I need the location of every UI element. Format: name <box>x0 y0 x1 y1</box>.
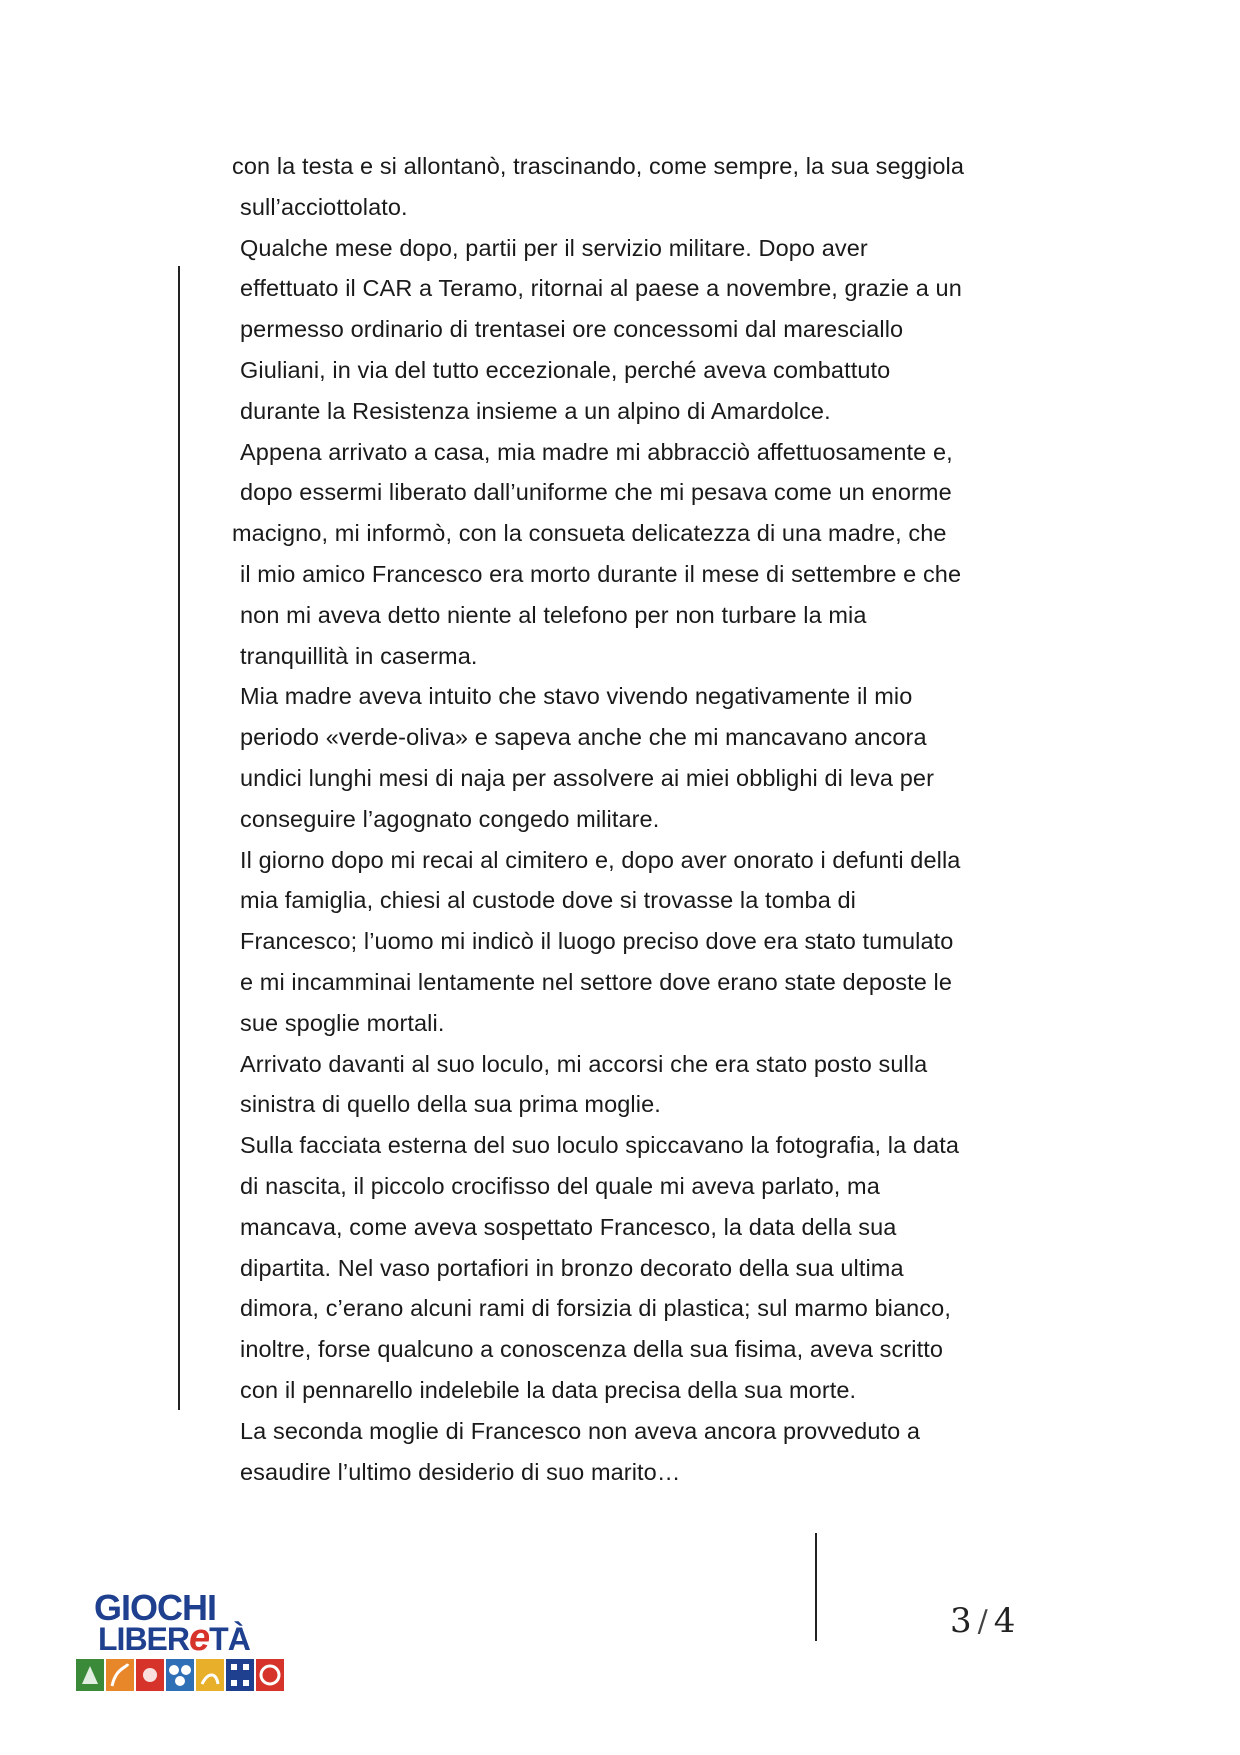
text-line: Il giorno dopo mi recai al cimitero e, dopo aver onorato i defunti della <box>240 846 961 873</box>
text-line: La seconda moglie di Francesco non aveva ancora provveduto a <box>240 1417 921 1444</box>
text-line: il mio amico Francesco era morto durante il mese di settembre e che <box>240 560 962 587</box>
logo-line-1: GIOCHI <box>94 1588 217 1628</box>
logo-e: e <box>189 1617 210 1659</box>
text-line: mancava, come aveva sospettato Francesco, la data della sua <box>240 1213 897 1240</box>
text-line: conseguire l’agognato congedo militare. <box>240 805 660 832</box>
logo-line-2a: LIBER <box>98 1621 189 1657</box>
logo-graphic <box>76 1588 288 1694</box>
text-line: e mi incamminai lentamente nel settore dove erano state deposte le <box>240 968 953 995</box>
page-current: 3 <box>950 1601 972 1641</box>
text-line: periodo «verde-oliva» e sapeva anche che mi mancavano ancora <box>240 724 927 751</box>
page-number <box>950 1597 1070 1645</box>
text-line: dopo essermi liberato dall’uniforme che mi pesava come un enorme <box>240 479 952 506</box>
text-line: di nascita, il piccolo crocifisso del quale mi aveva parlato, ma <box>240 1172 880 1199</box>
logo-line-2b: TÀ <box>209 1621 250 1657</box>
text-line: con la testa e si allontanò, trascinando, come sempre, la sua seggiola <box>232 153 964 179</box>
logo-line-2 <box>98 1617 251 1659</box>
page-total: 4 <box>993 1601 1016 1641</box>
text-line: Arrivato davanti al suo loculo, mi accorsi che era stato posto sulla <box>240 1050 928 1077</box>
text-line: sinistra di quello della sua prima moglie. <box>240 1091 661 1118</box>
text-line: inoltre, forse qualcuno a conoscenza della sua fisima, aveva scritto <box>240 1336 944 1363</box>
text-line: non mi aveva detto niente al telefono per non turbare la mia <box>240 601 867 628</box>
text-line: undici lunghi mesi di naja per assolvere ai miei obblighi di leva per <box>240 764 934 791</box>
text-line: sull’acciottolato. <box>240 193 408 220</box>
text-line: tranquillità in caserma. <box>240 642 478 669</box>
logo-tile-navy <box>226 1659 254 1691</box>
logo-tile-blue <box>166 1659 194 1691</box>
left-margin-rule <box>178 266 180 1410</box>
text-line: Giuliani, in via del tutto eccezionale, perché aveva combattuto <box>240 356 891 383</box>
text-line: Francesco; l’uomo mi indicò il luogo preciso dove era stato tumulato <box>240 928 954 955</box>
logo-tile-orange <box>106 1659 134 1691</box>
footer-divider <box>815 1533 817 1641</box>
text-line: durante la Resistenza insieme a un alpino di Amardolce. <box>240 397 831 424</box>
text-line: permesso ordinario di trentasei ore concessomi dal maresciallo <box>240 316 904 343</box>
text-line: macigno, mi informò, con la consueta delicatezza di una madre, che <box>232 520 947 547</box>
text-line: sue spoglie mortali. <box>240 1009 445 1036</box>
text-line: Qualche mese dopo, partii per il servizio militare. Dopo aver <box>240 234 868 261</box>
text-line: dimora, c’erano alcuni rami di forsizia di plastica; sul marmo bianco, <box>240 1295 951 1322</box>
text-line: mia famiglia, chiesi al custode dove si trovasse la tomba di <box>240 887 856 914</box>
text-line: Appena arrivato a casa, mia madre mi abbracciò affettuosamente e, <box>240 438 953 465</box>
text-line: dipartita. Nel vaso portafiori in bronzo decorato della sua ultima <box>240 1254 904 1281</box>
text-line: Mia madre aveva intuito che stavo vivendo negativamente il mio <box>240 683 913 710</box>
text-line: con il pennarello indelebile la data precisa della sua morte. <box>240 1376 857 1403</box>
page-separator: / <box>977 1603 988 1639</box>
body-text <box>232 146 1032 1492</box>
text-line: Sulla facciata esterna del suo loculo spiccavano la fotografia, la data <box>240 1132 960 1159</box>
logo-tiles <box>76 1659 284 1691</box>
text-line: esaudire l’ultimo desiderio di suo marito… <box>240 1458 681 1485</box>
text-line: effettuato il CAR a Teramo, ritornai al paese a novembre, grazie a un <box>240 275 962 302</box>
giochi-liberta-logo <box>76 1588 288 1694</box>
